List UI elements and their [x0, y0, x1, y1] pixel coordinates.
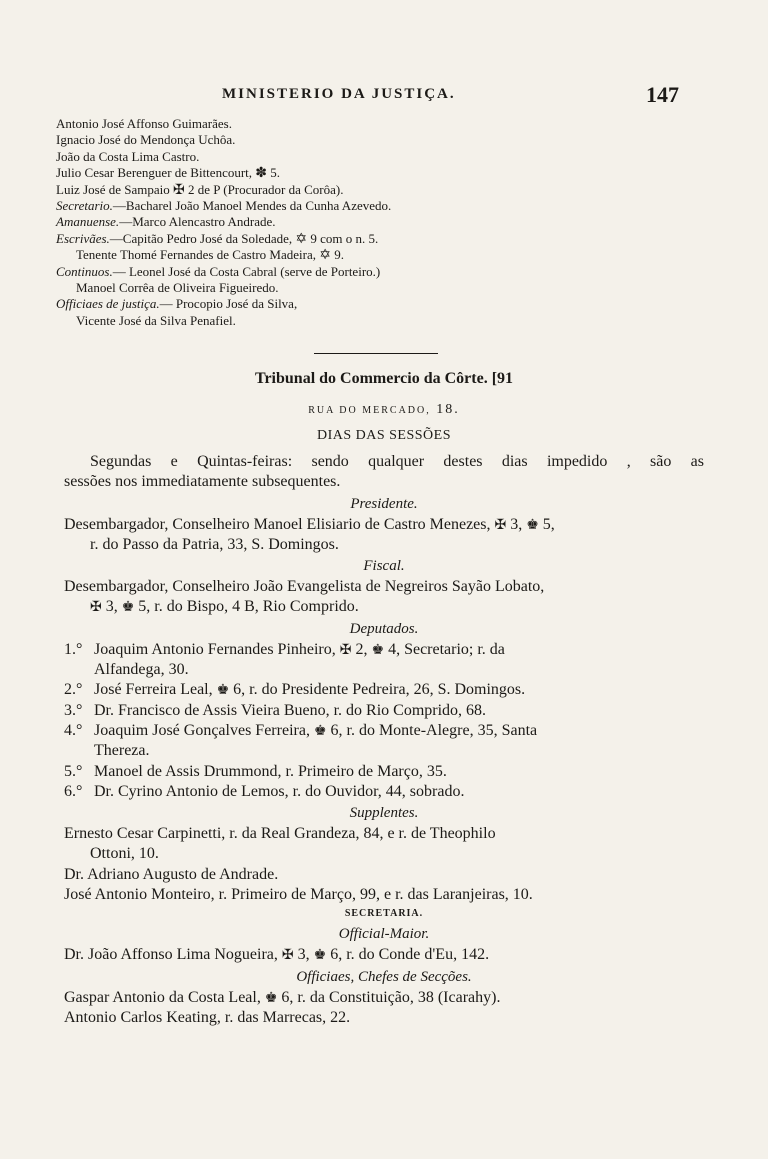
officiaes-line	[56, 296, 556, 312]
tribunal-address	[0, 402, 768, 418]
fiscal-heading: Fiscal.	[363, 558, 405, 575]
escrivaes-text-b: 9 com o n. 5.	[310, 230, 379, 246]
cross-icon: ✠	[281, 948, 294, 964]
cross-icon: ✠	[172, 182, 185, 198]
staff-name: Julio Cesar Berenguer de Bittencourt,	[56, 165, 253, 181]
medal-icon: ♚	[313, 948, 327, 964]
officiaes-text: — Procopio José da Silva,	[159, 296, 298, 312]
medal-icon: ♚	[121, 600, 135, 616]
tenente-text: Tenente Thomé Fernandes de Castro Madeira,	[76, 247, 316, 263]
chefe-line	[64, 988, 704, 1008]
tenente-line	[56, 247, 556, 263]
deputado-address: 6, r. do Presidente Pedreira, 26, S. Domingos.	[233, 681, 526, 699]
deputado-address: 6, r. do Monte-Alegre, 35, Santa	[330, 721, 538, 739]
escrivaes-label: Escrivães.	[56, 230, 110, 246]
official-maior-grade: 3,	[297, 946, 310, 964]
escrivaes-line	[56, 231, 556, 247]
sessions-line: Segundas e Quintas-feiras: sendo qualquer destes dias impedido , são as	[90, 453, 704, 470]
address-number: 18.	[436, 402, 460, 417]
deputado-item-cont: Alfandega, 30.	[94, 661, 189, 679]
address-street: RUA DO MERCADO,	[308, 405, 431, 416]
page-header	[0, 82, 768, 110]
cross-icon: ✠	[494, 517, 507, 533]
official-maior-heading: Official-Maior.	[338, 926, 430, 943]
secretario-label: Secretario.	[56, 198, 113, 214]
medal-icon: ♚	[371, 642, 385, 658]
supplente-line: Dr. Adriano Augusto de Andrade.	[64, 865, 279, 883]
deputado-item	[64, 721, 704, 741]
deputado-grade: 2,	[355, 640, 368, 658]
deputado-address: 4, Secretario; r. da	[388, 640, 505, 658]
star-icon: ✡	[295, 231, 308, 247]
supplente-line-cont: Ottoni, 10.	[90, 845, 159, 863]
fiscal-address-text: 5, r. do Bispo, 4 B, Rio Comprido.	[138, 598, 359, 616]
supplentes-heading: Supplentes.	[349, 805, 419, 822]
continuos-line-2: Manoel Corrêa de Oliveira Figueiredo.	[76, 280, 279, 296]
continuos-line	[56, 264, 556, 280]
medal-icon: ♚	[313, 723, 327, 739]
official-maior-line	[64, 945, 704, 965]
continuos-text: — Leonel José da Costa Cabral (serve de Porteiro.)	[112, 263, 381, 279]
presidente-address: r. do Passo da Patria, 33, S. Domingos.	[90, 535, 339, 553]
fiscal-line: Desembargador, Conselheiro João Evangelista de Negreiros Sayão Lobato,	[64, 578, 545, 596]
deputado-number: 5.°	[64, 762, 83, 780]
deputado-number: 1.°	[64, 640, 83, 658]
amanuense-label: Amanuense.	[56, 214, 120, 230]
deputado-item	[64, 640, 704, 660]
staff-line: João da Costa Lima Castro.	[56, 148, 200, 164]
deputado-item	[64, 762, 704, 782]
chefes-heading: Officiaes, Chefes de Secções.	[296, 968, 472, 985]
sessions-heading: DIAS DAS SESSÕES	[316, 428, 452, 443]
deputado-item-cont: Thereza.	[94, 742, 150, 760]
deputado-number: 4.°	[64, 721, 83, 739]
medal-icon: ♚	[264, 990, 278, 1006]
fiscal-address	[64, 597, 704, 617]
page-number: 147	[646, 82, 679, 107]
amanuense-line	[56, 214, 556, 230]
star-icon: ✡	[319, 248, 331, 264]
presidente-grade: 3,	[510, 515, 523, 533]
deputado-item	[64, 782, 704, 802]
presidente-heading: Presidente.	[350, 495, 418, 512]
tribunal-body	[64, 452, 704, 1028]
deputado-item	[64, 680, 704, 700]
deputado-item	[64, 701, 704, 721]
rose-icon: ✽	[255, 166, 268, 182]
medal-icon: ♚	[526, 517, 539, 533]
official-maior-name: Dr. João Affonso Lima Nogueira,	[64, 946, 278, 964]
staff-line: Antonio José Affonso Guimarães.	[56, 116, 232, 131]
deputado-number: 2.°	[64, 681, 83, 699]
presidente-line	[64, 515, 704, 535]
deputado-name: Dr. Francisco de Assis Vieira Bueno, r. do Rio Comprido, 68.	[94, 701, 487, 719]
officiaes-line-2: Vicente José da Silva Penafiel.	[76, 312, 236, 328]
deputado-name: Manoel de Assis Drummond, r. Primeiro de Março, 35.	[94, 762, 447, 780]
secretario-text: —Bacharel João Manoel Mendes da Cunha Azevedo.	[112, 198, 392, 214]
cross-icon: ✠	[90, 600, 102, 616]
deputado-name: Dr. Cyrino Antonio de Lemos, r. do Ouvidor, 44, sobrado.	[94, 782, 465, 800]
amanuense-text: —Marco Alencastro Andrade.	[119, 214, 276, 230]
officiaes-label: Officiaes de justiça.	[56, 296, 160, 312]
staff-suffix: 2 de P (Procurador da Corôa).	[187, 181, 344, 197]
section-divider	[314, 353, 438, 354]
deputado-name: Joaquim José Gonçalves Ferreira,	[94, 721, 310, 739]
sessions-line: sessões nos immediatamente subsequentes.	[64, 473, 341, 491]
chefe-line: Antonio Carlos Keating, r. das Marrecas, 22.	[64, 1008, 351, 1026]
supplente-line: José Antonio Monteiro, r. Primeiro de Março, 99, e r. das Laranjeiras, 10.	[64, 886, 533, 904]
medal-icon: ♚	[216, 683, 230, 699]
deputado-number: 3.°	[64, 701, 83, 719]
chefe-name: Gaspar Antonio da Costa Leal,	[64, 988, 261, 1006]
staff-suffix: 5.	[270, 165, 281, 181]
tenente-text-b: 9.	[334, 247, 344, 263]
deputado-number: 6.°	[64, 782, 83, 800]
deputado-name: Joaquim Antonio Fernandes Pinheiro,	[94, 640, 336, 658]
staff-name: Luiz José de Sampaio	[56, 181, 170, 197]
supplente-line: Ernesto Cesar Carpinetti, r. da Real Grandeza, 84, e r. de Theophilo	[64, 825, 496, 843]
tribunal-ref: [91	[491, 370, 514, 387]
staff-block	[56, 116, 556, 329]
official-maior-address: 6, r. do Conde d'Eu, 142.	[330, 946, 490, 964]
cross-icon: ✠	[339, 642, 352, 658]
staff-line	[56, 165, 556, 181]
deputado-name: José Ferreira Leal,	[94, 681, 213, 699]
staff-line	[56, 182, 556, 198]
staff-line: Ignacio José do Mendonça Uchôa.	[56, 132, 236, 148]
tribunal-title-text: Tribunal do Commercio da Côrte.	[254, 370, 488, 387]
escrivaes-text: —Capitão Pedro José da Soledade,	[109, 230, 293, 246]
chefe-address: 6, r. da Constituição, 38 (Icarahy).	[281, 988, 501, 1006]
secretario-line	[56, 198, 556, 214]
page-title: MINISTERIO DA JUSTIÇA.	[222, 86, 456, 102]
secretaria-heading: SECRETARIA.	[344, 908, 424, 920]
presidente-grade-2: 5,	[542, 515, 555, 533]
fiscal-grade: 3,	[105, 598, 118, 616]
tribunal-title	[0, 370, 768, 388]
continuos-label: Continuos.	[56, 263, 113, 279]
deputados-heading: Deputados.	[349, 620, 419, 637]
presidente-name: Desembargador, Conselheiro Manoel Elisiario de Castro Menezes,	[64, 515, 491, 533]
